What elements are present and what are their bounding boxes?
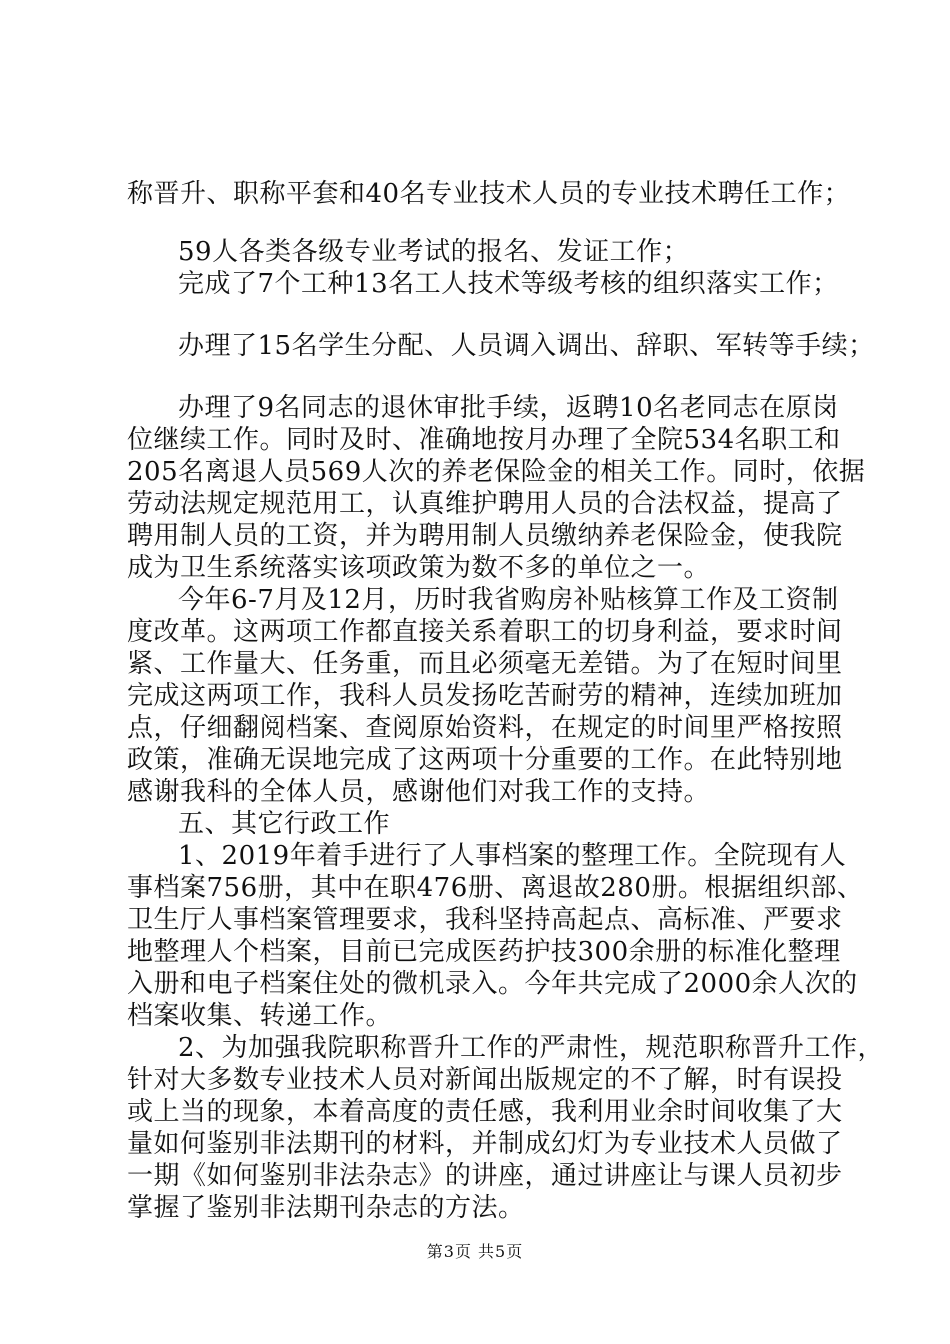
section-heading: 五、其它行政工作 <box>178 809 391 839</box>
text-line: 地整理人个档案，目前已完成医药护技300余册的标准化整理 <box>127 937 841 967</box>
text-line: 1、2019年着手进行了人事档案的整理工作。全院现有人 <box>178 841 847 871</box>
text-line: 卫生厅人事档案管理要求，我科坚持高起点、高标准、严要求 <box>127 905 843 935</box>
text-line: 掌握了鉴别非法期刊杂志的方法。 <box>127 1193 525 1223</box>
text-line: 量如何鉴别非法期刊的材料，并制成幻灯为专业技术人员做了 <box>127 1129 843 1159</box>
text-line: 完成这两项工作，我科人员发扬吃苦耐劳的精神，连续加班加 <box>127 681 843 711</box>
text-line: 档案收集、转递工作。 <box>127 1001 393 1031</box>
text-line: 劳动法规定规范用工，认真维护聘用人员的合法权益，提高了 <box>127 489 843 519</box>
text-line: 政策，准确无误地完成了这两项十分重要的工作。在此特别地 <box>127 745 843 775</box>
text-line: 点，仔细翻阅档案、查阅原始资料，在规定的时间里严格按照 <box>127 713 843 743</box>
text-line: 办理了15名学生分配、人员调入调出、辞职、军转等手续； <box>178 331 875 361</box>
text-line: 聘用制人员的工资，并为聘用制人员缴纳养老保险金，使我院 <box>127 521 843 551</box>
text-line: 完成了7个工种13名工人技术等级考核的组织落实工作； <box>178 269 839 299</box>
text-line: 今年6-7月及12月，历时我省购房补贴核算工作及工资制 <box>178 585 839 615</box>
text-line: 一期《如何鉴别非法杂志》的讲座，通过讲座让与课人员初步 <box>127 1161 843 1191</box>
text-line: 或上当的现象，本着高度的责任感，我利用业余时间收集了大 <box>127 1097 843 1127</box>
text-line: 入册和电子档案住处的微机录入。今年共完成了2000余人次的 <box>127 969 858 999</box>
text-line: 办理了9名同志的退休审批手续，返聘10名老同志在原岗 <box>178 393 839 423</box>
text-line: 位继续工作。同时及时、准确地按月办理了全院534名职工和 <box>127 425 841 455</box>
text-line: 感谢我科的全体人员，感谢他们对我工作的支持。 <box>127 777 711 807</box>
text-line: 事档案756册，其中在职476册、离退故280册。根据组织部、 <box>127 873 864 903</box>
text-line: 59人各类各级专业考试的报名、发证工作； <box>178 237 690 267</box>
text-line: 紧、工作量大、任务重，而且必须毫无差错。为了在短时间里 <box>127 649 843 679</box>
text-line: 针对大多数专业技术人员对新闻出版规定的不了解，时有误投 <box>127 1065 843 1095</box>
text-line: 称晋升、职称平套和40名专业技术人员的专业技术聘任工作； <box>127 179 851 209</box>
text-line: 成为卫生系统落实该项政策为数不多的单位之一。 <box>127 553 711 583</box>
text-line: 度改革。这两项工作都直接关系着职工的切身利益，要求时间 <box>127 617 843 647</box>
text-line: 2、为加强我院职称晋升工作的严肃性，规范职称晋升工作， <box>178 1033 885 1063</box>
page-footer: 第3页 共5页 <box>426 1242 524 1261</box>
text-line: 205名离退人员569人次的养老保险金的相关工作。同时，依据 <box>127 457 866 487</box>
